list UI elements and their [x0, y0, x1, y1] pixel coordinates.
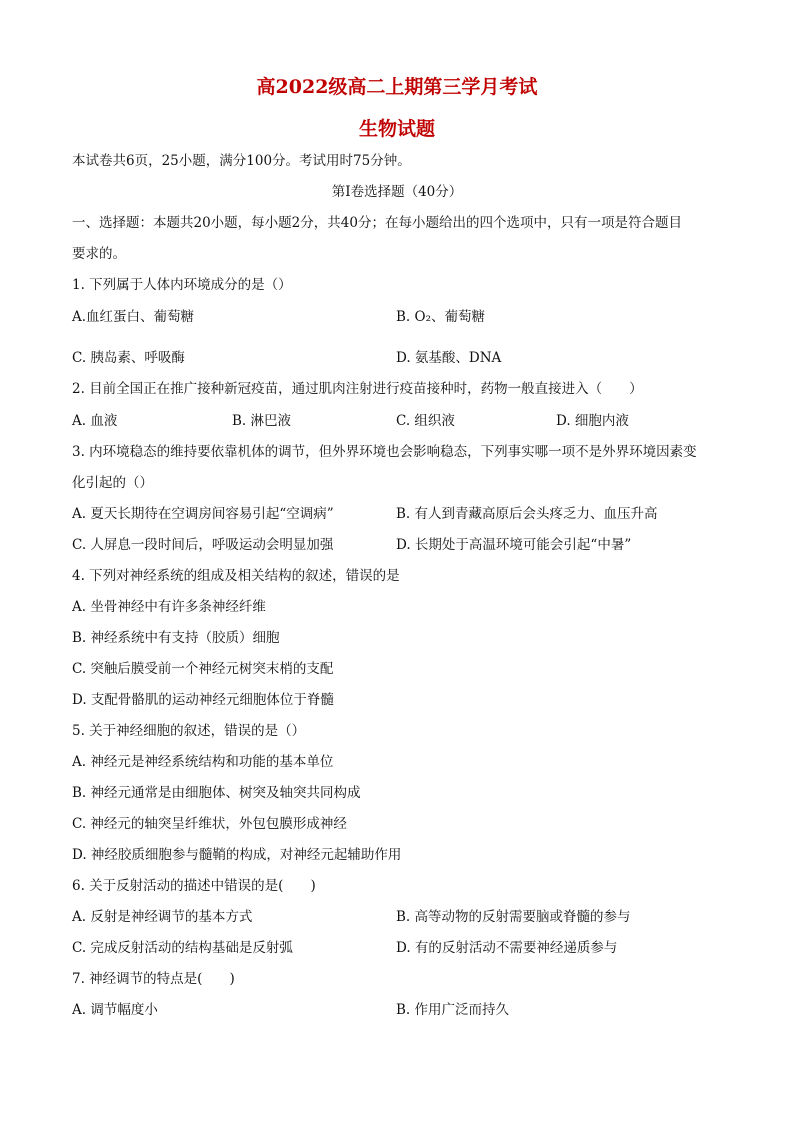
question-option: C. 人屏息一段时间后，呼吸运动会明显加强	[72, 537, 334, 553]
question-option: A. 神经元是神经系统结构和功能的基本单位	[72, 754, 334, 770]
question-option: D. 氨基酸、DNA	[396, 350, 502, 366]
question-option: D. 有的反射活动不需要神经递质参与	[396, 940, 618, 956]
question-option: B. 神经元通常是由细胞体、树突及轴突共同构成	[72, 785, 361, 801]
question-option: B. 高等动物的反射需要脑或脊髓的参与	[396, 909, 631, 925]
question-option: B. 作用广泛而持久	[396, 1002, 510, 1018]
question-option: B. O₂、葡萄糖	[396, 309, 485, 325]
question-option: D. 长期处于高温环境可能会引起“中暑”	[396, 537, 632, 553]
exam-subtitle: 生物试题	[358, 118, 435, 140]
question-option: C. 组织液	[396, 413, 455, 429]
question-stem: 2. 目前全国正在推广接种新冠疫苗，通过肌肉注射进行疫苗接种时，药物一般直接进入（ ）	[72, 381, 643, 397]
question-option: C. 突触后膜受前一个神经元树突末梢的支配	[72, 661, 334, 677]
question-option: C. 完成反射活动的结构基础是反射弧	[72, 940, 293, 956]
question-option: D. 神经胶质细胞参与髓鞘的构成，对神经元起辅助作用	[72, 847, 402, 863]
question-stem: 1. 下列属于人体内环境成分的是（）	[72, 277, 292, 293]
question-option: A.血红蛋白、葡萄糖	[72, 309, 195, 325]
question-option: A. 血液	[72, 413, 118, 429]
question-stem: 5. 关于神经细胞的叙述，错误的是（）	[72, 723, 306, 739]
question-stem: 化引起的（）	[72, 475, 153, 491]
exam-title: 高2022级高二上期第三学月考试	[256, 76, 538, 98]
question-option: A. 夏天长期待在空调房间容易引起“空调病”	[72, 506, 334, 522]
question-option: D. 细胞内液	[556, 413, 629, 429]
question-stem: 3. 内环境稳态的维持要依靠机体的调节，但外界环境也会影响稳态，下列事实哪一项不是外界环境因素变	[72, 444, 697, 460]
intro-text: 本试卷共6页，25小题，满分100分。考试用时75分钟。	[72, 153, 411, 169]
question-option: B. 神经系统中有支持（胶质）细胞	[72, 630, 280, 646]
question-option: A. 坐骨神经中有许多条神经纤维	[72, 599, 266, 615]
question-option: B. 有人到青藏高原后会头疼乏力、血压升高	[396, 506, 658, 522]
question-option: C. 胰岛素、呼吸酶	[72, 350, 185, 366]
instructions-line-2: 要求的。	[72, 246, 126, 262]
question-option: C. 神经元的轴突呈纤维状，外包包膜形成神经	[72, 816, 347, 832]
question-stem: 6. 关于反射活动的描述中错误的是( )	[72, 878, 316, 894]
question-stem: 7. 神经调节的特点是( )	[72, 971, 235, 987]
question-option: A. 反射是神经调节的基本方式	[72, 909, 253, 925]
question-option: A. 调节幅度小	[72, 1002, 158, 1018]
question-stem: 4. 下列对神经系统的组成及相关结构的叙述，错误的是	[72, 568, 400, 584]
section-title: 第Ⅰ卷选择题（40分）	[331, 184, 463, 200]
instructions-line-1: 一、选择题：本题共20小题，每小题2分，共40分；在每小题给出的四个选项中，只有一项是符合题目	[72, 215, 682, 231]
question-option: D. 支配骨骼肌的运动神经元细胞体位于脊髓	[72, 692, 334, 708]
question-option: B. 淋巴液	[232, 413, 292, 429]
